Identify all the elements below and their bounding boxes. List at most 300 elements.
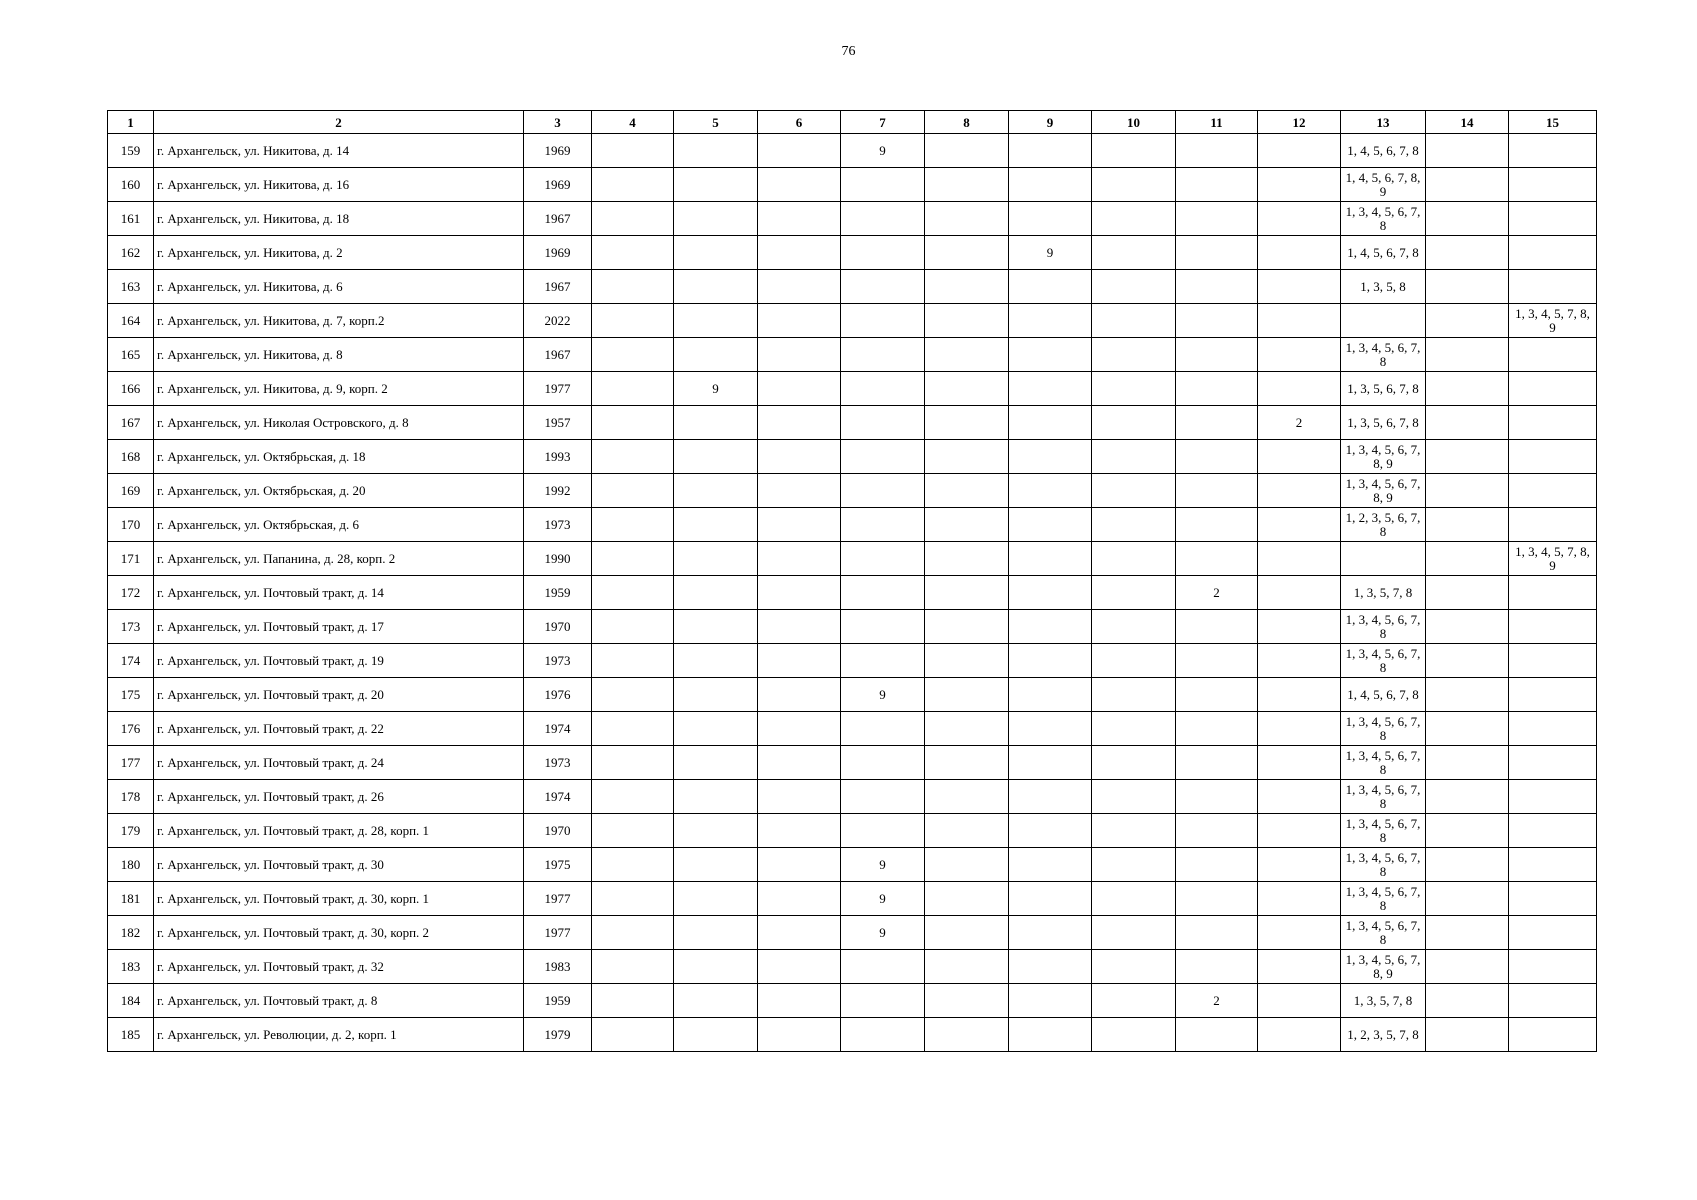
table-cell [674, 542, 758, 576]
year-cell: 1970 [524, 814, 592, 848]
table-row [108, 780, 1597, 814]
table-cell [674, 406, 758, 440]
table-cell [1258, 236, 1341, 270]
table-cell [925, 372, 1009, 406]
row-number-cell: 170 [108, 508, 154, 542]
table-cell [1509, 508, 1597, 542]
table-row [108, 406, 1597, 440]
table-cell [1009, 474, 1092, 508]
table-row [108, 950, 1597, 984]
table-cell [925, 474, 1009, 508]
table-cell [1509, 236, 1597, 270]
table-cell: 9 [841, 134, 925, 168]
table-cell [758, 542, 841, 576]
row-number-cell: 161 [108, 202, 154, 236]
table-cell [1258, 576, 1341, 610]
row-number-cell: 182 [108, 916, 154, 950]
table-cell [925, 168, 1009, 202]
table-cell [841, 950, 925, 984]
table-cell [1509, 576, 1597, 610]
table-cell [1092, 134, 1176, 168]
table-cell [674, 304, 758, 338]
table-cell [1176, 1018, 1258, 1052]
table-cell [758, 1018, 841, 1052]
table-cell: 1, 3, 5, 7, 8 [1341, 576, 1426, 610]
table-cell [1092, 712, 1176, 746]
row-number-cell: 171 [108, 542, 154, 576]
table-cell [1509, 168, 1597, 202]
address-cell: г. Архангельск, ул. Николая Островского, д. 8 [154, 406, 524, 440]
table-cell [758, 168, 841, 202]
table-cell: 1, 3, 5, 7, 8 [1341, 984, 1426, 1018]
table-cell: 1, 4, 5, 6, 7, 8 [1341, 236, 1426, 270]
table-cell [1176, 950, 1258, 984]
table-row [108, 168, 1597, 202]
table-cell [1092, 508, 1176, 542]
row-number-cell: 175 [108, 678, 154, 712]
year-cell: 1977 [524, 882, 592, 916]
table-cell [592, 576, 674, 610]
table-cell: 2 [1258, 406, 1341, 440]
table-cell [674, 168, 758, 202]
table-cell [758, 746, 841, 780]
table-cell [758, 916, 841, 950]
table-cell: 1, 3, 4, 5, 6, 7, 8 [1341, 202, 1426, 236]
year-cell: 1992 [524, 474, 592, 508]
table-cell [1176, 508, 1258, 542]
table-cell [1509, 712, 1597, 746]
address-cell: г. Архангельск, ул. Почтовый тракт, д. 24 [154, 746, 524, 780]
column-header-5: 5 [674, 111, 758, 134]
table-cell [1092, 304, 1176, 338]
table-cell [758, 950, 841, 984]
address-cell: г. Архангельск, ул. Никитова, д. 2 [154, 236, 524, 270]
table-cell [1509, 134, 1597, 168]
table-row [108, 984, 1597, 1018]
table-cell [1426, 270, 1509, 304]
address-cell: г. Архангельск, ул. Почтовый тракт, д. 30 [154, 848, 524, 882]
address-cell: г. Архангельск, ул. Революции, д. 2, корп. 1 [154, 1018, 524, 1052]
table-cell [1509, 372, 1597, 406]
table-cell [1092, 270, 1176, 304]
table-cell [1258, 474, 1341, 508]
address-cell: г. Архангельск, ул. Октябрьская, д. 6 [154, 508, 524, 542]
table-cell [1176, 304, 1258, 338]
table-cell [674, 1018, 758, 1052]
table-cell [1426, 372, 1509, 406]
table-cell [1176, 814, 1258, 848]
table-cell [758, 304, 841, 338]
table-cell [841, 440, 925, 474]
row-number-cell: 185 [108, 1018, 154, 1052]
table-cell: 1, 3, 4, 5, 6, 7, 8, 9 [1341, 440, 1426, 474]
year-cell: 1974 [524, 712, 592, 746]
address-cell: г. Архангельск, ул. Почтовый тракт, д. 19 [154, 644, 524, 678]
table-cell [1009, 508, 1092, 542]
table-cell: 2 [1176, 984, 1258, 1018]
table-cell [1258, 134, 1341, 168]
table-cell: 9 [674, 372, 758, 406]
address-cell: г. Архангельск, ул. Почтовый тракт, д. 22 [154, 712, 524, 746]
table-row [108, 916, 1597, 950]
table-cell [1009, 304, 1092, 338]
row-number-cell: 163 [108, 270, 154, 304]
table-cell [758, 202, 841, 236]
table-cell [592, 406, 674, 440]
table-cell [1258, 610, 1341, 644]
table-cell [674, 780, 758, 814]
table-cell [674, 848, 758, 882]
address-cell: г. Архангельск, ул. Почтовый тракт, д. 30, корп. 2 [154, 916, 524, 950]
address-cell: г. Архангельск, ул. Почтовый тракт, д. 8 [154, 984, 524, 1018]
table-cell [674, 576, 758, 610]
column-header-8: 8 [925, 111, 1009, 134]
table-row [108, 882, 1597, 916]
table-cell [758, 508, 841, 542]
table-cell [1426, 712, 1509, 746]
table-cell [592, 542, 674, 576]
table-cell [1426, 202, 1509, 236]
table-cell [674, 474, 758, 508]
table-row [108, 372, 1597, 406]
column-header-3: 3 [524, 111, 592, 134]
table-cell [1426, 984, 1509, 1018]
table-cell [674, 916, 758, 950]
table-cell [1009, 814, 1092, 848]
row-number-cell: 169 [108, 474, 154, 508]
table-cell [1176, 610, 1258, 644]
table-cell [925, 304, 1009, 338]
table-cell: 9 [841, 916, 925, 950]
address-cell: г. Архангельск, ул. Почтовый тракт, д. 26 [154, 780, 524, 814]
year-cell: 1969 [524, 236, 592, 270]
table-row [108, 236, 1597, 270]
table-cell [1426, 814, 1509, 848]
table-cell: 1, 3, 4, 5, 6, 7, 8 [1341, 848, 1426, 882]
table-cell [1258, 440, 1341, 474]
address-cell: г. Архангельск, ул. Никитова, д. 16 [154, 168, 524, 202]
row-number-cell: 176 [108, 712, 154, 746]
table-cell [841, 712, 925, 746]
year-cell: 1975 [524, 848, 592, 882]
table-cell [1009, 440, 1092, 474]
table-cell [592, 610, 674, 644]
row-number-cell: 162 [108, 236, 154, 270]
table-cell [592, 678, 674, 712]
table-row [108, 508, 1597, 542]
row-number-cell: 159 [108, 134, 154, 168]
row-number-cell: 179 [108, 814, 154, 848]
table-cell: 1, 4, 5, 6, 7, 8 [1341, 678, 1426, 712]
column-header-6: 6 [758, 111, 841, 134]
column-header-2: 2 [154, 111, 524, 134]
table-cell [925, 440, 1009, 474]
table-cell [925, 984, 1009, 1018]
table-cell [674, 338, 758, 372]
table-cell [1258, 338, 1341, 372]
table-cell [1258, 746, 1341, 780]
table-cell [674, 202, 758, 236]
table-cell [1426, 610, 1509, 644]
table-cell [1176, 202, 1258, 236]
table-cell [1009, 270, 1092, 304]
table-cell [674, 610, 758, 644]
table-cell [841, 474, 925, 508]
table-cell [1009, 372, 1092, 406]
table-cell [1009, 338, 1092, 372]
table-cell [1009, 134, 1092, 168]
table-cell: 1, 3, 4, 5, 6, 7, 8, 9 [1341, 474, 1426, 508]
table-cell [925, 916, 1009, 950]
table-cell [674, 746, 758, 780]
table-cell [758, 270, 841, 304]
year-cell: 1973 [524, 746, 592, 780]
table-row [108, 610, 1597, 644]
table-cell: 1, 3, 4, 5, 6, 7, 8 [1341, 712, 1426, 746]
table-cell [1009, 576, 1092, 610]
table-cell [1176, 746, 1258, 780]
address-cell: г. Архангельск, ул. Никитова, д. 6 [154, 270, 524, 304]
table-cell [1176, 848, 1258, 882]
table-row [108, 202, 1597, 236]
row-number-cell: 167 [108, 406, 154, 440]
row-number-cell: 164 [108, 304, 154, 338]
table-cell [674, 440, 758, 474]
table-cell [841, 814, 925, 848]
table-cell [758, 848, 841, 882]
table-row [108, 644, 1597, 678]
data-table [107, 110, 1597, 1052]
table-cell [841, 508, 925, 542]
table-cell [1258, 270, 1341, 304]
row-number-cell: 172 [108, 576, 154, 610]
table-cell [1176, 236, 1258, 270]
table-cell [1092, 644, 1176, 678]
table-cell [1258, 950, 1341, 984]
table-cell [925, 338, 1009, 372]
table-cell [1092, 916, 1176, 950]
table-cell [1341, 304, 1426, 338]
table-row [108, 848, 1597, 882]
table-cell [925, 848, 1009, 882]
table-cell [758, 338, 841, 372]
address-cell: г. Архангельск, ул. Папанина, д. 28, корп. 2 [154, 542, 524, 576]
table-cell [1009, 542, 1092, 576]
table-cell [1509, 916, 1597, 950]
table-cell [1176, 406, 1258, 440]
table-cell [1258, 202, 1341, 236]
table-row [108, 134, 1597, 168]
table-cell [1009, 202, 1092, 236]
table-cell [925, 746, 1009, 780]
table-cell [1258, 814, 1341, 848]
table-cell [1092, 882, 1176, 916]
table-cell [1509, 1018, 1597, 1052]
table-cell [1092, 814, 1176, 848]
table-cell [1509, 270, 1597, 304]
address-cell: г. Архангельск, ул. Никитова, д. 8 [154, 338, 524, 372]
table-cell: 9 [841, 678, 925, 712]
year-cell: 1977 [524, 372, 592, 406]
address-cell: г. Архангельск, ул. Никитова, д. 14 [154, 134, 524, 168]
address-cell: г. Архангельск, ул. Почтовый тракт, д. 20 [154, 678, 524, 712]
table-cell [1092, 848, 1176, 882]
table-cell [1509, 474, 1597, 508]
table-cell: 1, 3, 4, 5, 6, 7, 8 [1341, 338, 1426, 372]
table-cell [592, 950, 674, 984]
table-cell [1509, 644, 1597, 678]
table-cell [1258, 780, 1341, 814]
table-cell [925, 610, 1009, 644]
table-cell [592, 236, 674, 270]
table-cell [592, 440, 674, 474]
address-cell: г. Архангельск, ул. Почтовый тракт, д. 14 [154, 576, 524, 610]
table-cell [1092, 168, 1176, 202]
table-cell [758, 814, 841, 848]
table-cell [925, 134, 1009, 168]
table-cell [1426, 236, 1509, 270]
year-cell: 1959 [524, 576, 592, 610]
table-cell [1092, 746, 1176, 780]
table-cell [1009, 780, 1092, 814]
table-cell [592, 882, 674, 916]
table-cell [1426, 576, 1509, 610]
table-cell [1092, 474, 1176, 508]
table-cell [1258, 882, 1341, 916]
table-cell [841, 542, 925, 576]
row-number-cell: 181 [108, 882, 154, 916]
year-cell: 1957 [524, 406, 592, 440]
address-cell: г. Архангельск, ул. Октябрьская, д. 20 [154, 474, 524, 508]
table-cell [1509, 406, 1597, 440]
table-cell [1509, 746, 1597, 780]
table-cell [841, 746, 925, 780]
table-cell [758, 644, 841, 678]
table-cell [1009, 644, 1092, 678]
row-number-cell: 166 [108, 372, 154, 406]
table-cell [592, 202, 674, 236]
table-cell [1176, 372, 1258, 406]
address-cell: г. Архангельск, ул. Почтовый тракт, д. 32 [154, 950, 524, 984]
table-cell [841, 202, 925, 236]
table-cell: 1, 3, 4, 5, 6, 7, 8, 9 [1341, 950, 1426, 984]
table-cell [592, 848, 674, 882]
table-cell [1426, 848, 1509, 882]
year-cell: 1983 [524, 950, 592, 984]
table-cell [1092, 372, 1176, 406]
address-cell: г. Архангельск, ул. Почтовый тракт, д. 30, корп. 1 [154, 882, 524, 916]
table-cell [925, 814, 1009, 848]
year-cell: 1979 [524, 1018, 592, 1052]
table-cell [592, 270, 674, 304]
year-cell: 1974 [524, 780, 592, 814]
table-cell [1426, 950, 1509, 984]
table-cell [1009, 610, 1092, 644]
table-cell [1426, 882, 1509, 916]
table-cell [1009, 746, 1092, 780]
table-cell [1426, 542, 1509, 576]
table-cell [925, 1018, 1009, 1052]
table-cell [841, 644, 925, 678]
table-body [108, 134, 1597, 1052]
table-cell [1092, 610, 1176, 644]
table-cell [925, 406, 1009, 440]
table-cell [925, 202, 1009, 236]
table-row [108, 678, 1597, 712]
table-cell [1009, 916, 1092, 950]
row-number-cell: 165 [108, 338, 154, 372]
table-cell [1258, 848, 1341, 882]
column-header-7: 7 [841, 111, 925, 134]
table-cell [592, 1018, 674, 1052]
table-cell [1258, 542, 1341, 576]
table-cell [674, 644, 758, 678]
table-cell [1426, 304, 1509, 338]
table-cell: 1, 3, 5, 6, 7, 8 [1341, 406, 1426, 440]
table-cell [841, 270, 925, 304]
table-cell [1176, 712, 1258, 746]
table-cell [841, 406, 925, 440]
table-cell [758, 882, 841, 916]
table-cell [1426, 338, 1509, 372]
table-row [108, 338, 1597, 372]
table-cell [1509, 848, 1597, 882]
table-row [108, 746, 1597, 780]
column-header-14: 14 [1426, 111, 1509, 134]
year-cell: 2022 [524, 304, 592, 338]
row-number-cell: 168 [108, 440, 154, 474]
table-row [108, 440, 1597, 474]
column-header-9: 9 [1009, 111, 1092, 134]
table-cell [1009, 1018, 1092, 1052]
column-header-15: 15 [1509, 111, 1597, 134]
table-cell [841, 984, 925, 1018]
table-cell: 1, 3, 4, 5, 6, 7, 8 [1341, 814, 1426, 848]
table-row [108, 814, 1597, 848]
table-cell [1009, 678, 1092, 712]
table-cell [1426, 1018, 1509, 1052]
table-cell [1176, 474, 1258, 508]
table-cell: 1, 3, 4, 5, 6, 7, 8 [1341, 610, 1426, 644]
table-cell [1009, 848, 1092, 882]
table-cell [841, 1018, 925, 1052]
table-cell [1009, 882, 1092, 916]
year-cell: 1976 [524, 678, 592, 712]
table-cell [674, 508, 758, 542]
row-number-cell: 160 [108, 168, 154, 202]
address-cell: г. Архангельск, ул. Никитова, д. 18 [154, 202, 524, 236]
table-cell [925, 236, 1009, 270]
table-cell [1009, 984, 1092, 1018]
table-cell: 1, 2, 3, 5, 7, 8 [1341, 1018, 1426, 1052]
year-cell: 1973 [524, 644, 592, 678]
table-cell: 1, 4, 5, 6, 7, 8 [1341, 134, 1426, 168]
year-cell: 1967 [524, 270, 592, 304]
table-cell [841, 780, 925, 814]
table-cell [758, 780, 841, 814]
table-cell [758, 372, 841, 406]
table-cell [758, 678, 841, 712]
table-cell: 9 [841, 848, 925, 882]
table-cell [758, 406, 841, 440]
year-cell: 1969 [524, 134, 592, 168]
address-cell: г. Архангельск, ул. Никитова, д. 9, корп. 2 [154, 372, 524, 406]
table-cell: 1, 3, 5, 8 [1341, 270, 1426, 304]
table-cell [1426, 780, 1509, 814]
table-cell [841, 372, 925, 406]
table-cell [592, 814, 674, 848]
table-cell [925, 576, 1009, 610]
